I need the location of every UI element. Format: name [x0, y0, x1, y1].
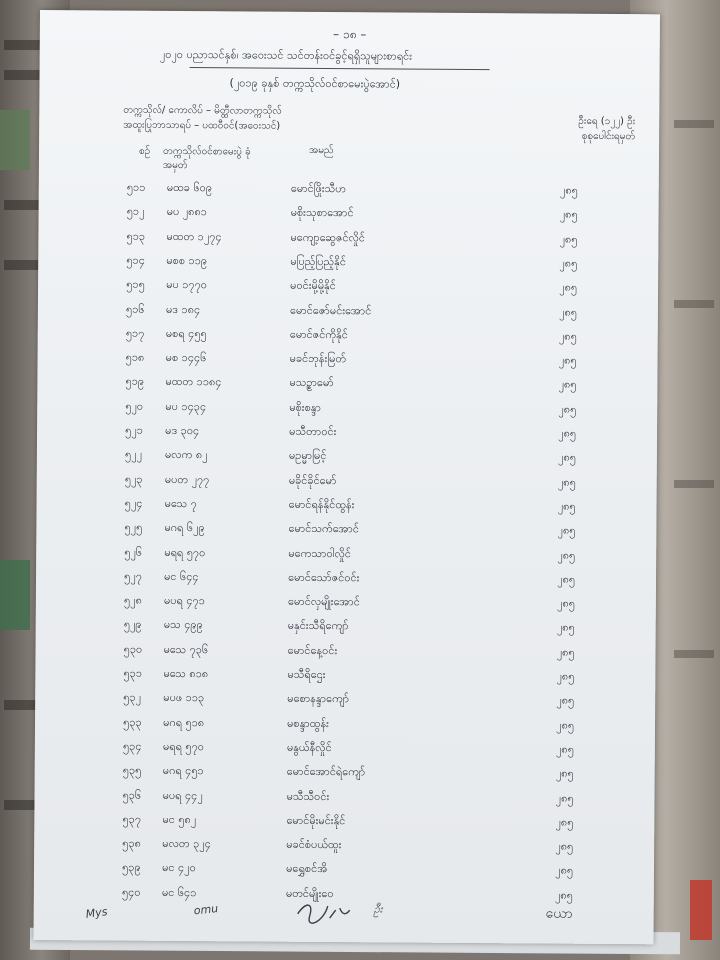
row-name: မရွှေစင်အိ [285, 862, 328, 876]
row-score: ၂၈၅ [557, 450, 576, 465]
row-name: မောင်ဇင်ကိုနိုင် [289, 327, 348, 341]
row-number: ၅၁၁ [126, 180, 146, 194]
row-number: ၅၃၉ [121, 860, 141, 875]
count-label: ဦးရေ (၁၂၂) ဦး [578, 115, 636, 128]
table-row [37, 374, 657, 400]
row-name: မကေသာဝါလှိုင် [288, 546, 351, 560]
table-row [36, 593, 656, 619]
row-reg-number: မသေ ၇ [164, 496, 197, 510]
row-number: ၅၁၉ [125, 374, 145, 389]
row-name: မပြည့်ပြည့်နိုင် [290, 254, 346, 269]
table-row [34, 787, 654, 813]
row-score: ၂၈၅ [555, 742, 574, 756]
row-number: ၅၃၀ [123, 642, 143, 656]
row-score: ၂၈၅ [555, 839, 574, 853]
row-name: မောင်လှမျိုးအောင် [287, 594, 360, 609]
row-number: ၅၃၁ [123, 666, 142, 680]
table-row [35, 763, 655, 789]
row-reg-number: မပဖ ၁၁၃ [163, 691, 205, 705]
document-page [34, 10, 660, 944]
table-row [38, 229, 658, 255]
signature-end: ယော [545, 905, 573, 922]
column-header-name: အမည် [308, 144, 334, 157]
row-reg-number: မရရ ၅၇၀ [164, 545, 206, 559]
row-score: ၂၈၅ [555, 766, 574, 780]
row-reg-number: မဂရ ၄၅၁ [162, 764, 204, 778]
table-row [35, 715, 655, 741]
row-reg-number: မစ ၁၄၄၆ [165, 350, 207, 365]
table-row [35, 666, 655, 692]
student-list [39, 180, 659, 902]
row-name: မကျော့ဆွေဇင်လှိုင် [290, 230, 365, 244]
table-row [34, 860, 654, 886]
row-number: ၅၃၂ [123, 690, 142, 705]
newspaper-strip [4, 40, 42, 50]
table-row [36, 544, 656, 570]
signature-scribble [294, 896, 364, 926]
row-score: ၂၈၅ [557, 548, 576, 562]
row-reg-number: မလက ၈၂ [164, 448, 208, 462]
row-reg-number: မစစ ၁၁၉ [166, 253, 208, 268]
row-name: မစိုးသုစာအောင် [290, 206, 354, 220]
row-score: ၂၈၅ [557, 499, 576, 513]
row-name: မောင်မိုးမင်းနိုင် [286, 813, 346, 827]
row-score: ၂၈၅ [557, 572, 576, 586]
row-score: ၂၈၅ [556, 645, 575, 659]
row-name: မနွယ်နီလှိုင် [286, 740, 332, 754]
header-left [123, 103, 423, 135]
row-name: မောင်သော်ဇင်ဝင်း [288, 570, 360, 585]
table-row [36, 617, 656, 643]
table-row [34, 836, 654, 862]
row-score: ၂၈၅ [554, 888, 573, 902]
newspaper-block [690, 880, 712, 940]
row-score: ၂၈၅ [556, 669, 575, 683]
row-reg-number: မလတ ၃၂၄ [162, 836, 211, 851]
row-number: ၅၁၈ [125, 350, 145, 364]
row-score: ၂၈၅ [555, 791, 574, 805]
row-name: မောင်ရန်နိုင်ထွန်း [288, 497, 355, 512]
title-underline [190, 67, 490, 70]
document-title: ၂၀၂၀ ပညာသင်နှစ်၊ အဝေးသင် သင်တန်းဝင်ခွင့်ရရှိသူများစာရင်း [159, 47, 412, 63]
row-reg-number: မင ၆၄၁ [161, 885, 197, 899]
table-row [38, 326, 658, 352]
column-header-reg: တက္ကသိုလ်ဝင်စာမေးပွဲ ခုံအမှတ် [162, 145, 251, 172]
row-score: ၂၈၅ [559, 232, 578, 246]
row-reg-number: မင ၅၈၂ [162, 812, 197, 826]
row-reg-number: မရရ ၅၇၀ [162, 739, 204, 754]
row-score: ၂၈၅ [558, 402, 577, 416]
university-label: တက္ကသိုလ်/ ကောလိပ် – မိတ္ထီလာတက္ကသိုလ် [123, 104, 282, 117]
row-number: ၅၂၇ [124, 569, 142, 583]
row-score: ၂၈၅ [556, 718, 575, 732]
row-score: ၂၈၅ [557, 475, 576, 489]
row-name: မတင်မျိုးဝေ [285, 886, 334, 900]
row-name: မသဥ္စာမော် [289, 376, 334, 390]
row-number: ၅၃၄ [122, 739, 142, 753]
row-number: ၅၂၂ [124, 447, 142, 462]
newspaper-strip [674, 650, 714, 658]
row-score: ၂၈၅ [558, 305, 577, 319]
table-row [37, 472, 657, 498]
row-name: မသီတာဝင်း [289, 424, 337, 439]
table-row [35, 642, 655, 668]
table-row [36, 569, 656, 595]
row-score: ၂၈၅ [556, 621, 575, 635]
row-reg-number: မပ ၁၄၃၄ [165, 399, 207, 413]
row-score: ၂၈၅ [555, 864, 573, 878]
row-number: ၅၂၀ [125, 399, 144, 413]
row-name: မခိုင်ခိုင်မော် [288, 473, 337, 487]
row-reg-number: မသေ ၇၃၆ [163, 642, 209, 656]
page-number: – ၁၈ – [333, 27, 367, 42]
row-name: မစန္ဒာထွန်း [286, 716, 329, 730]
newspaper-strip [4, 200, 42, 210]
row-score: ၂၈၅ [556, 596, 575, 610]
column-header-no: စဉ် [138, 145, 151, 157]
document-subtitle: (၂၀၁၉ ခုနှစ် တက္ကသိုလ်ဝင်စာမေးပွဲအောင်) [229, 76, 401, 91]
row-reg-number: မပ ၁၇၇၀ [166, 278, 207, 292]
table-row [34, 812, 654, 838]
row-number: ၅၂၁ [125, 423, 143, 437]
row-number: ၅၁၆ [125, 302, 145, 316]
row-reg-number: မပရ ၄၇၁ [163, 593, 205, 608]
table-row [36, 496, 656, 522]
row-reg-number: မဂရ ၅၁၈ [162, 715, 205, 729]
row-reg-number: မင ၄၂၀ [161, 861, 196, 875]
row-number: ၅၂၅ [124, 520, 143, 534]
row-number: ၅၁၇ [125, 326, 145, 340]
row-score: ၂၈၅ [558, 353, 577, 367]
row-number: ၅၂၈ [123, 593, 142, 607]
table-row [37, 399, 657, 425]
row-name: မောင်ဖြိုးသီဟ [290, 181, 347, 196]
row-reg-number: မဂရ ၆၂၉ [164, 521, 205, 535]
table-row [36, 520, 656, 546]
row-number: ၅၂၄ [124, 496, 143, 510]
row-name: မနှင်းသီရိကျော် [287, 619, 349, 633]
table-row [39, 180, 659, 206]
row-number: ၅၃၈ [122, 836, 141, 850]
row-name: မစောနန္ဒာကျော် [287, 692, 350, 706]
row-name: မစိုးစန္ဒာ [289, 400, 321, 414]
row-name: မောင်ဇော်မင်းအောင် [289, 303, 372, 317]
row-number: ၅၃၆ [122, 788, 142, 802]
row-reg-number: မဒ ၁၈၄ [165, 302, 201, 316]
row-reg-number: မထတ ၁၂၇၄ [166, 229, 222, 243]
row-reg-number: မပရ ၄၄၂ [162, 788, 203, 802]
row-name: မဥမ္မာမြင့် [288, 449, 327, 463]
row-score: ၂၈၅ [559, 183, 578, 197]
row-reg-number: မပတ ၂၇၇ [164, 472, 210, 486]
row-name: မခင်ဘုန်းမြတ် [289, 351, 347, 366]
row-reg-number: မင ၆၄၄ [164, 569, 199, 583]
row-number: ၅၂၉ [123, 617, 142, 632]
row-number: ၅၃၅ [122, 763, 142, 777]
newspaper-strip [674, 480, 714, 488]
row-number: ၅၂၆ [124, 545, 143, 559]
row-score: ၂၈၅ [558, 378, 577, 392]
row-number: ၅၁၂ [126, 204, 145, 219]
table-row [37, 447, 657, 473]
newspaper-block [0, 560, 30, 630]
row-reg-number: မစရ ၄၅၅ [165, 326, 207, 340]
table-row [37, 423, 657, 449]
row-reg-number: မထတ ၁၁၈၄ [165, 375, 222, 389]
table-row [37, 350, 657, 376]
table-row [38, 253, 658, 279]
row-reg-number: မသ ၄၉၉ [163, 618, 203, 632]
table-row [35, 690, 655, 716]
newspaper-strip [674, 300, 714, 308]
newspaper-block [0, 110, 30, 170]
row-score: ၂၈၅ [556, 693, 575, 708]
row-name: မသီသီဝင်း [286, 789, 330, 803]
newspaper-strip [4, 70, 42, 80]
signature-right: ဦး [373, 902, 383, 916]
row-reg-number: မဒ ၃၀၄ [165, 423, 200, 438]
row-name: မောင်သက်အောင် [288, 521, 359, 536]
row-number: ၅၂၃ [124, 472, 143, 486]
table-row [38, 204, 658, 230]
row-reg-number: မသေ ၈၁၈ [163, 666, 209, 681]
row-score: ၂၈၅ [559, 207, 578, 222]
row-score: ၂၈၅ [557, 523, 576, 537]
row-name: မောင်နေ့ဝင်း [287, 643, 338, 657]
row-score: ၂၈၅ [558, 426, 577, 440]
signature-left: Mys [84, 905, 109, 921]
table-row [35, 739, 655, 765]
row-score: ၂၈၅ [558, 329, 577, 343]
row-name: မခင်စံပယ်ထူး [286, 837, 342, 852]
row-name: မောင်အောင်ရဲကျော် [286, 764, 366, 779]
row-reg-number: မပ ၂၈၈၁ [166, 205, 207, 219]
row-score: ၂၈၅ [555, 815, 574, 829]
row-number: ၅၁၄ [126, 253, 145, 267]
major-label: အထူးပြုဘာသာရပ် – ပထဝီဝင်(အဝေးသင်) [123, 119, 281, 132]
newspaper-strip [4, 260, 42, 270]
row-number: ၅၁၃ [126, 229, 146, 243]
row-score: ၂၈၅ [559, 280, 578, 294]
signature-middle: omu [193, 902, 219, 918]
row-score: ၂၈၅ [559, 256, 578, 270]
row-number: ၅၃၇ [122, 812, 141, 826]
row-name: မဝင်းမို့မို့နိုင် [290, 278, 336, 293]
row-reg-number: မထခ ၆၀၉ [166, 180, 212, 195]
row-number: ၅၃၃ [122, 715, 142, 729]
header-right [495, 113, 635, 144]
newspaper-strip [674, 120, 714, 128]
table-row [38, 301, 658, 327]
table-row [38, 277, 658, 303]
row-number: ၅၁၅ [126, 277, 145, 291]
row-name: မသီရိဌေး [287, 667, 326, 682]
score-label: စုစုပေါင်းရမှတ် [581, 130, 636, 143]
row-number: ၅၄၀ [121, 885, 141, 899]
